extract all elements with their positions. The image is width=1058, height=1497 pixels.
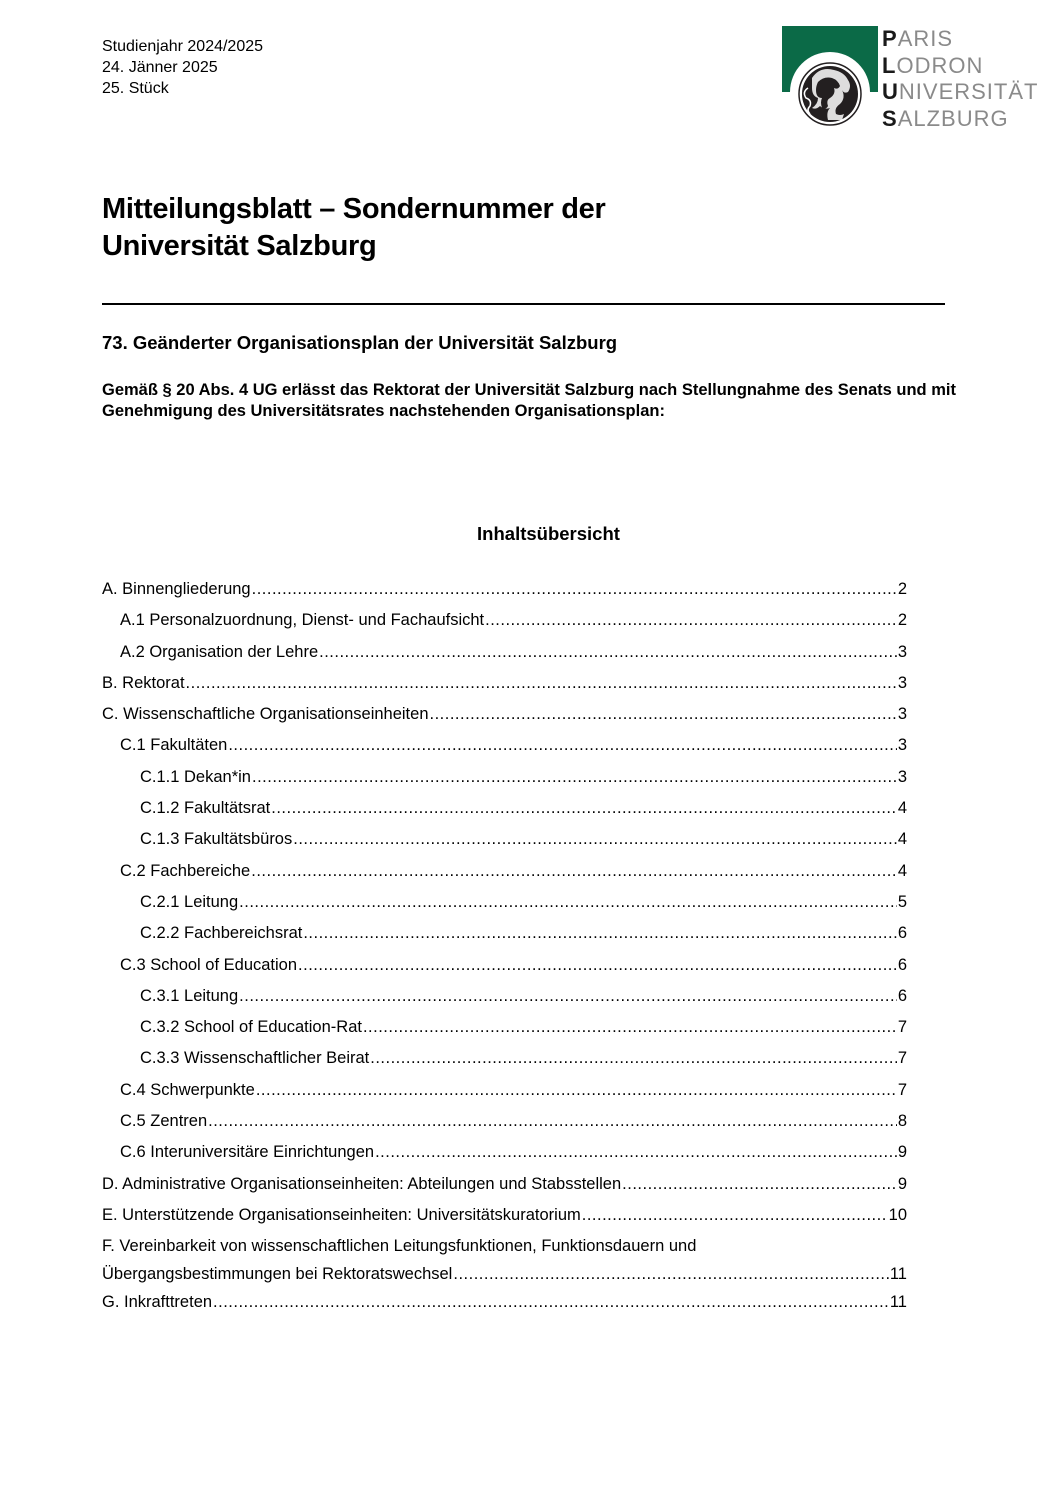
- toc-entry[interactable]: [102, 703, 907, 734]
- toc-dot-leader: [252, 766, 897, 788]
- toc-entry-page: 3: [897, 673, 907, 692]
- toc-entry-label: C.6 Interuniversitäre Einrichtungen: [120, 1143, 375, 1162]
- study-year: Studienjahr 2024/2025: [102, 38, 264, 55]
- toc-dot-leader: [582, 1204, 888, 1226]
- toc-entry[interactable]: [102, 578, 907, 609]
- toc-entry-line2: [102, 1263, 907, 1285]
- toc-entry-label: G. Inkrafttreten: [102, 1293, 213, 1312]
- toc-dot-leader: [186, 672, 897, 694]
- toc-entry-page: 4: [897, 799, 907, 818]
- toc-dot-leader: [293, 828, 897, 850]
- document-subtitle: 73. Geänderter Organisationsplan der Universität Salzburg: [102, 332, 618, 353]
- table-of-contents: [102, 578, 907, 1323]
- toc-entry[interactable]: [102, 1235, 907, 1291]
- toc-dot-leader: [370, 1047, 897, 1069]
- toc-entry[interactable]: [102, 1141, 907, 1172]
- toc-entry-label: C.3.3 Wissenschaftlicher Beirat: [140, 1049, 370, 1068]
- toc-entry[interactable]: [102, 985, 907, 1016]
- logo-line-universitaet: UNIVERSITÄT: [882, 79, 1039, 104]
- toc-entry[interactable]: [102, 1291, 907, 1322]
- title-line-2: Universität Salzburg: [102, 230, 377, 262]
- toc-entry-label: D. Administrative Organisationseinheiten: Abteilungen und Stabsstellen: [102, 1174, 622, 1193]
- toc-entry-label: C. Wissenschaftliche Organisationseinheiten: [102, 705, 429, 724]
- toc-dot-leader: [303, 922, 896, 944]
- toc-entry-page: 3: [897, 736, 907, 755]
- toc-entry-label: C.1 Fakultäten: [120, 736, 228, 755]
- toc-entry-page: 3: [897, 705, 907, 724]
- toc-entry-label: C.3.1 Leitung: [140, 986, 239, 1005]
- toc-dot-leader: [485, 609, 897, 631]
- toc-dot-leader: [319, 641, 897, 663]
- toc-entry-label: C.2.2 Fachbereichsrat: [140, 924, 303, 943]
- toc-entry-page: 6: [897, 924, 907, 943]
- toc-entry-label: C.2.1 Leitung: [140, 892, 239, 911]
- toc-entry-label: A.2 Organisation der Lehre: [120, 642, 319, 661]
- toc-entry-page: 6: [897, 986, 907, 1005]
- toc-entry-label-line1: F. Vereinbarkeit von wissenschaftlichen Leitungsfunktionen, Funktionsdauern und: [102, 1237, 697, 1256]
- toc-entry[interactable]: [102, 672, 907, 703]
- toc-dot-leader: [239, 985, 897, 1007]
- toc-entry-page: 10: [888, 1205, 907, 1224]
- toc-entry-page: 8: [897, 1112, 907, 1131]
- toc-dot-leader: [228, 734, 897, 756]
- toc-entry[interactable]: [102, 1110, 907, 1141]
- toc-entry-page: 3: [897, 642, 907, 661]
- toc-entry[interactable]: [102, 1204, 907, 1235]
- toc-entry[interactable]: [102, 954, 907, 985]
- intro-paragraph: Gemäß § 20 Abs. 4 UG erlässt das Rektorat der Universität Salzburg nach Stellungnahme des Senats und mit Genehmigung des Universitätsrates nachstehenden Organisationsplan:: [102, 381, 956, 420]
- toc-entry-page: 5: [897, 892, 907, 911]
- toc-entry-label: A. Binnengliederung: [102, 580, 251, 598]
- toc-dot-leader: [375, 1141, 897, 1163]
- toc-entry-label: C.4 Schwerpunkte: [120, 1080, 255, 1099]
- toc-entry-page: 9: [897, 1174, 907, 1193]
- toc-entry-label: B. Rektorat: [102, 673, 185, 692]
- toc-dot-leader: [453, 1263, 889, 1285]
- toc-entry-page: 11: [889, 1293, 907, 1312]
- toc-entry-label: C.1.2 Fakultätsrat: [140, 799, 271, 818]
- toc-entry-label: Übergangsbestimmungen bei Rektoratswechsel: [102, 1265, 453, 1284]
- logo-line-lodron: LODRON: [882, 52, 984, 78]
- toc-heading: Inhaltsübersicht: [477, 523, 620, 544]
- page-title: [102, 191, 802, 265]
- toc-entry-page: 4: [897, 830, 907, 849]
- toc-entry-page: 2: [897, 580, 907, 598]
- toc-dot-leader: [239, 891, 897, 913]
- toc-entry-page: 7: [897, 1018, 907, 1037]
- toc-entry[interactable]: [102, 1079, 907, 1110]
- toc-entry[interactable]: [102, 1173, 907, 1204]
- toc-entry[interactable]: [102, 1016, 907, 1047]
- toc-dot-leader: [430, 703, 897, 725]
- toc-dot-leader: [256, 1079, 897, 1101]
- toc-entry[interactable]: [102, 641, 907, 672]
- toc-entry-page: 11: [889, 1265, 907, 1284]
- issue-date: 24. Jänner 2025: [102, 59, 218, 76]
- toc-entry[interactable]: [102, 828, 907, 859]
- university-logo: [782, 26, 1042, 146]
- university-seal-icon: [782, 26, 878, 130]
- toc-entry[interactable]: [102, 860, 907, 891]
- toc-dot-leader: [252, 578, 897, 600]
- toc-entry-label: C.3.2 School of Education-Rat: [140, 1018, 362, 1037]
- toc-entry-page: 2: [897, 611, 907, 630]
- toc-entry-label: E. Unterstützende Organisationseinheiten: Universitätskuratorium: [102, 1205, 581, 1224]
- toc-dot-leader: [298, 954, 897, 976]
- toc-dot-leader: [213, 1291, 889, 1313]
- university-name-logotype: [882, 26, 1038, 132]
- toc-dot-leader: [622, 1173, 897, 1195]
- toc-entry[interactable]: [102, 797, 907, 828]
- toc-entry-page: 4: [897, 861, 907, 880]
- toc-entry-label: C.1.1 Dekan*in: [140, 767, 251, 786]
- toc-entry-label: C.5 Zentren: [120, 1112, 208, 1131]
- toc-dot-leader: [363, 1016, 897, 1038]
- toc-entry-page: 3: [897, 767, 907, 786]
- toc-entry-label: C.3 School of Education: [120, 955, 298, 974]
- toc-entry[interactable]: [102, 922, 907, 953]
- toc-entry-page: 6: [897, 955, 907, 974]
- issue-number: 25. Stück: [102, 80, 169, 97]
- toc-entry[interactable]: [102, 1047, 907, 1078]
- toc-entry-label: A.1 Personalzuordnung, Dienst- und Fachaufsicht: [120, 611, 485, 630]
- toc-entry-label: C.2 Fachbereiche: [120, 861, 251, 880]
- toc-entry[interactable]: [102, 766, 907, 797]
- toc-dot-leader: [251, 860, 897, 882]
- toc-entry[interactable]: [102, 609, 907, 640]
- toc-entry[interactable]: [102, 891, 907, 922]
- toc-dot-leader: [208, 1110, 897, 1132]
- toc-entry-page: 7: [897, 1049, 907, 1068]
- toc-dot-leader: [271, 797, 897, 819]
- horizontal-divider: [102, 303, 945, 305]
- toc-entry-page: 9: [897, 1143, 907, 1162]
- logo-line-salzburg: SALZBURG: [882, 105, 1009, 131]
- logo-line-paris: PARIS: [882, 26, 954, 51]
- title-line-1: Mitteilungsblatt – Sondernummer der: [102, 193, 606, 225]
- toc-entry-page: 7: [897, 1080, 907, 1099]
- toc-entry[interactable]: [102, 734, 907, 765]
- issue-info: [102, 36, 263, 99]
- toc-entry-label: C.1.3 Fakultätsbüros: [140, 830, 293, 849]
